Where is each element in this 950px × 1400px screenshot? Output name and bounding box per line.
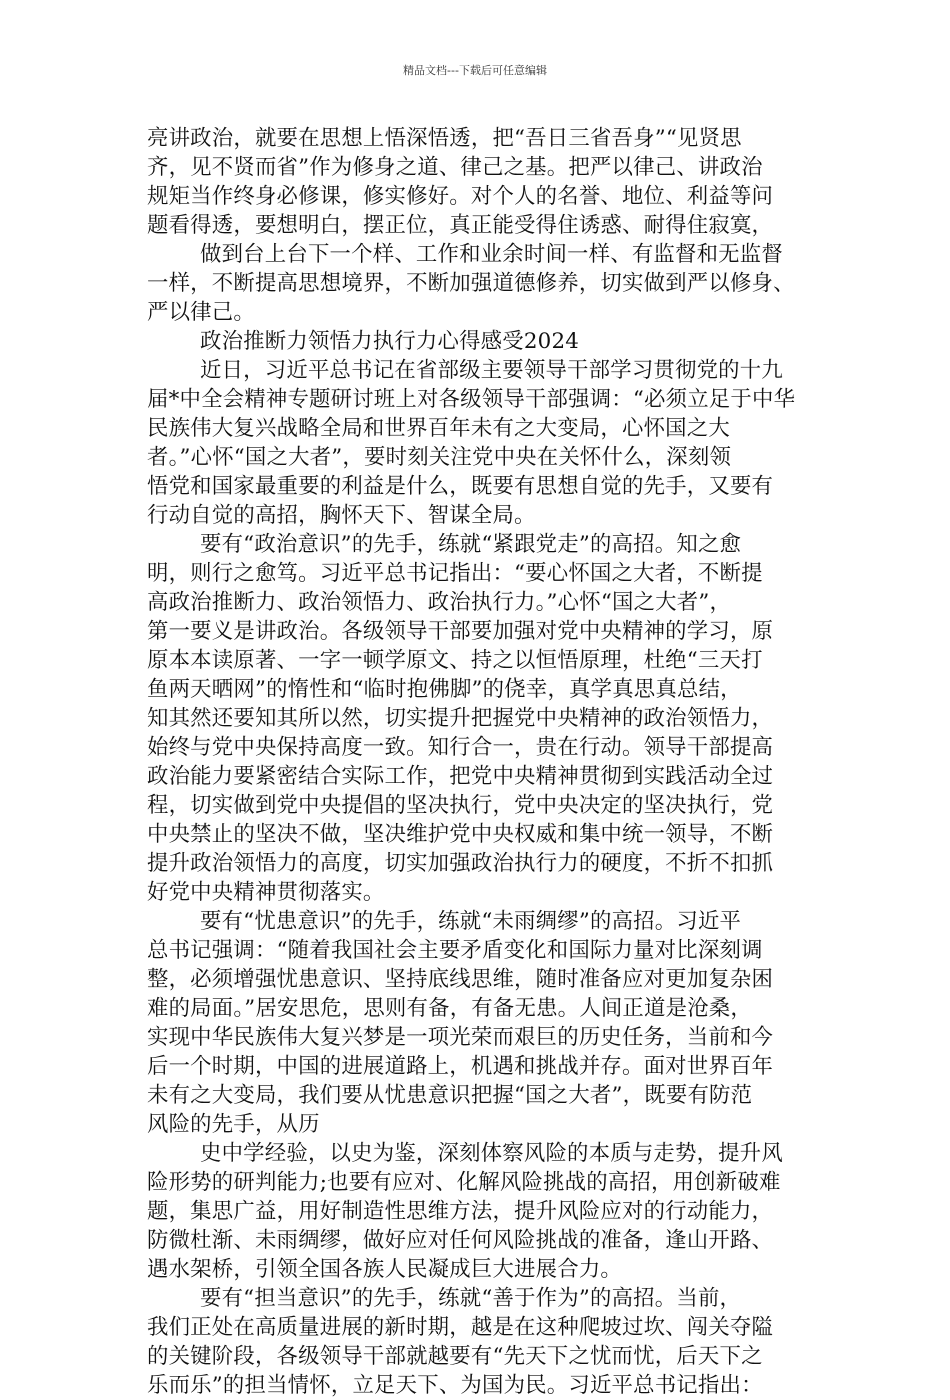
text-line: 行动自觉的高招，胸怀天下、智谋全局。 [147,503,536,528]
text-line: 规矩当作终身必修课，修实修好。对个人的名誉、地位、利益等问 [147,184,774,209]
text-line: 要有“忧患意识”的先手，练就“未雨绸缪”的高招。习近平 [200,909,742,934]
text-line: 亮讲政治，就要在思想上悟深悟透，把“吾日三省吾身”“见贤思 [147,126,742,151]
text-line: 要有“政治意识”的先手，练就“紧跟党走”的高招。知之愈 [200,532,742,557]
text-line: 要有“担当意识”的先手，练就“善于作为”的高招。当前， [200,1286,742,1311]
text-line: 题看得透，要想明白，摆正位，真正能受得住诱惑、耐得住寂寞， [147,213,774,238]
text-line: 鱼两天晒网”的惰性和“临时抱佛脚”的侥幸，真学真思真总结， [147,677,742,702]
text-line: 第一要义是讲政治。各级领导干部要加强对党中央精神的学习，原 [147,619,774,644]
text-line: 难的局面。”居安思危，思则有备，有备无患。人间正道是沧桑， [147,996,752,1021]
text-line: 未有之大变局，我们要从忧患意识把握“国之大者”，既要有防范 [147,1083,753,1108]
text-line: 整，必须增强忧患意识、坚持底线思维，随时准备应对更加复杂困 [147,967,774,992]
text-line: 届*中全会精神专题研讨班上对各级领导干部强调：“必须立足于中华 [147,387,796,412]
text-line: 政治推断力领悟力执行力心得感受2024 [200,329,580,354]
text-line: 者。”心怀“国之大者”，要时刻关注党中央在关怀什么，深刻领 [147,445,732,470]
text-line: 总书记强调：“随着我国社会主要矛盾变化和国际力量对比深刻调 [147,938,763,963]
text-line: 程，切实做到党中央提倡的坚决执行，党中央决定的坚决执行，党 [147,793,774,818]
page-header: 精品文档---下载后可任意编辑 [403,64,547,77]
text-line: 高政治推断力、政治领悟力、政治执行力。”心怀“国之大者”， [147,590,732,615]
text-line: 齐，见不贤而省”作为修身之道、律己之基。把严以律己、讲政治 [147,155,763,180]
text-line: 我们正处在高质量进展的新时期，越是在这种爬坡过坎、闯关夺隘 [147,1315,774,1340]
text-line: 史中学经验，以史为鉴，深刻体察风险的本质与走势，提升风 [200,1141,783,1166]
text-line: 严以律己。 [147,300,255,325]
text-line: 乐而乐”的担当情怀，立足天下、为国为民。习近平总书记指出： [147,1373,763,1398]
text-line: 始终与党中央保持高度一致。知行合一，贵在行动。领导干部提高 [147,735,774,760]
text-line: 的关键阶段，各级领导干部就越要有“先天下之忧而忧，后天下之 [147,1344,763,1369]
text-line: 好党中央精神贯彻落实。 [147,880,385,905]
text-line: 风险的先手，从历 [147,1112,320,1137]
text-line: 近日，习近平总书记在省部级主要领导干部学习贯彻党的十九 [200,358,783,383]
document-body [147,124,807,1400]
text-line: 提升政治领悟力的高度，切实加强政治执行力的硬度，不折不扣抓 [147,851,774,876]
text-line: 政治能力要紧密结合实际工作，把党中央精神贯彻到实践活动全过 [147,764,774,789]
text-line: 做到台上台下一个样、工作和业余时间一样、有监督和无监督 [200,242,783,267]
text-line: 防微杜渐、未雨绸缪，做好应对任何风险挑战的准备，逢山开路、 [147,1228,774,1253]
text-line: 原本本读原著、一字一顿学原文、持之以恒悟原理，杜绝“三天打 [147,648,763,673]
text-line: 一样，不断提高思想境界，不断加强道德修养，切实做到严以修身、 [147,271,795,296]
text-line: 实现中华民族伟大复兴梦是一项光荣而艰巨的历史任务，当前和今 [147,1025,774,1050]
text-line: 遇水架桥，引领全国各族人民凝成巨大进展合力。 [147,1257,622,1282]
text-line: 民族伟大复兴战略全局和世界百年未有之大变局，心怀国之大 [147,416,730,441]
text-line: 悟党和国家最重要的利益是什么，既要有思想自觉的先手，又要有 [147,474,774,499]
text-line: 题，集思广益，用好制造性思维方法，提升风险应对的行动能力， [147,1199,774,1224]
text-line: 明，则行之愈笃。习近平总书记指出：“要心怀国之大者，不断提 [147,561,763,586]
text-line: 险形势的研判能力;也要有应对、化解风险挑战的高招，用创新破难 [147,1170,781,1195]
text-line: 知其然还要知其所以然，切实提升把握党中央精神的政治领悟力， [147,706,774,731]
text-line: 中央禁止的坚决不做，坚决维护党中央权威和集中统一领导，不断 [147,822,774,847]
text-line: 后一个时期，中国的进展道路上，机遇和挑战并存。面对世界百年 [147,1054,774,1079]
